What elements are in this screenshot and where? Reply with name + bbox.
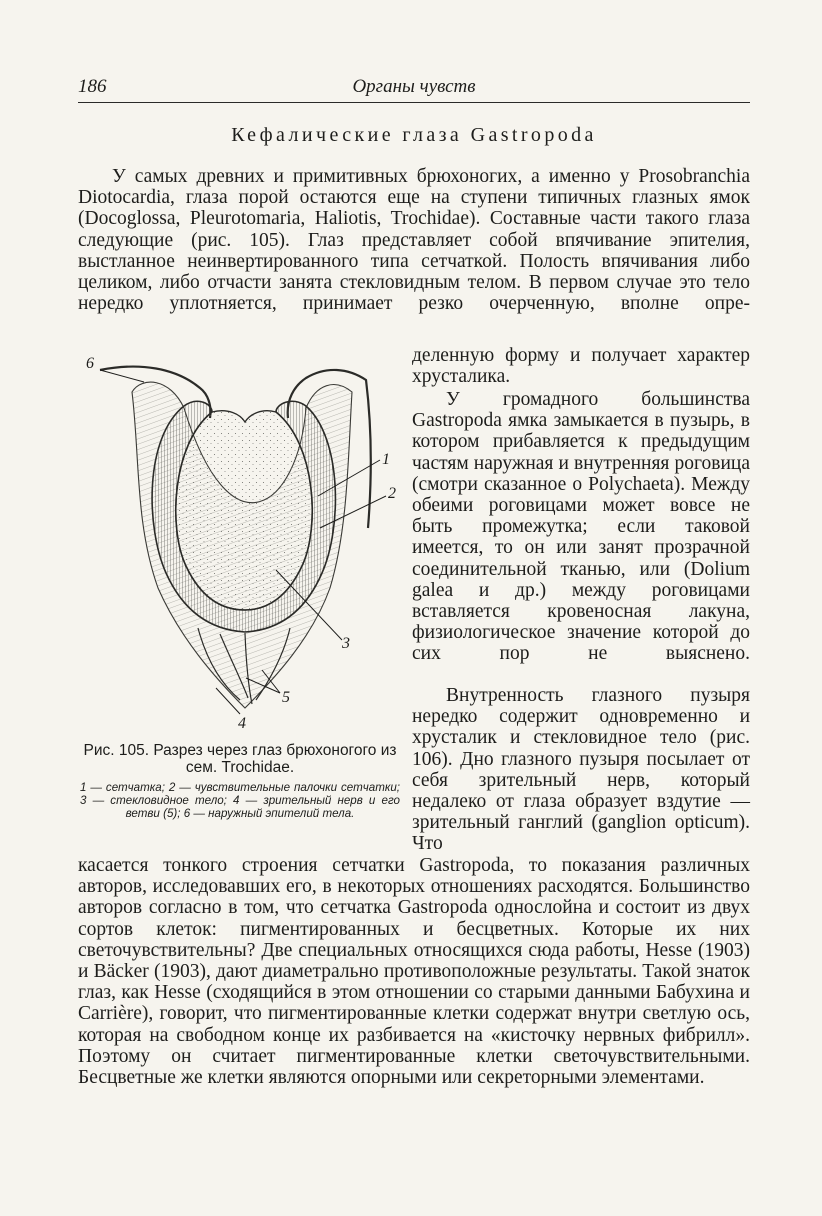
figure-label-6: 6: [86, 355, 94, 372]
paragraph-2: У громадного большинства Gastropoda ямка замыкается в пузырь, в котором прибавляется к предыдущим частям наружная и внутренняя роговица (смотри сказанное о Polychaeta). Между обеими роговицами может вовсе не быть промежутка; если таковой имеется, то он или занят прозрачной соединительной тканью, или (Dolium galea и др.) между роговицами вставляется кровеносная лакуна, физиологическое значение которой до сих пор не выяснено.: [412, 389, 750, 665]
figure-label-4: 4: [238, 715, 246, 732]
page-number: 186: [78, 76, 107, 97]
paragraph-1: У самых древних и примитивных брюхоногих, а именно у Prosobranchia Diotocardia, глаза порой остаются еще на ступени типичных глазных ямок (Docoglossa, Pleurotomaria, Haliotis, Trochidae). Составные части такого глаза следующие (рис. 105). Глаз представляет собой впячивание эпителия, выстланное неинвертированного типа сетчаткой. Полость впячивания либо целиком, либо отчасти занята стекловидным телом. В первом случае это тело нередко уплотняется, принимает резко очерченную, вполне опре-: [78, 166, 750, 315]
figure-label-2: 2: [388, 485, 396, 502]
figure-caption-legend: 1 — сетчатка; 2 — чувствительные палочки сетчатки; 3 — стекловидное тело; 4 — зрительный нерв и его ветви (5); 6 — наружный эпителий тела.: [80, 781, 400, 820]
section-title: Кефалические глаза Gastropoda: [231, 124, 597, 146]
paragraph-3: Внутренность глазного пузыря нередко содержит одновременно и хрусталик и стекловидное тело (рис. 106). Дно глазного пузыря посылает от себя зрительный нерв, который недалеко от глаза образует вздутие — зрительный ганглий (ganglion opticum). Что: [412, 685, 750, 855]
eye-section-drawing: [80, 348, 400, 738]
figure-eye-section: [80, 348, 400, 738]
figure-caption: [80, 742, 400, 820]
running-title: Органы чувств: [352, 76, 476, 97]
vitreous-body: [176, 411, 312, 610]
figure-caption-title: Рис. 105. Разрез через глаз брюхоногого из сем. Trochidae.: [83, 742, 397, 776]
paragraph-1-continued: деленную форму и получает характер хрусталика.: [412, 345, 750, 388]
paragraph-3-continued: касается тонкого строения сетчатки Gastropoda, то показания различных авторов, исследовавших его, в некоторых отношениях расходятся. Большинство авторов согласно в том, что сетчатка Gastropoda однослойна и состоит из двух сортов клеток: пигментированных и бесцветных. Которые их них светочувствительны? Две специальных относящихся сюда работы, Hesse (1903) и Bäcker (1903), дают диаметрально противоположные результаты. Такой знаток глаз, как Hesse (сходящийся в этом отношении со старыми данными Бабухина и Carrière), говорит, что пигментированные клетки содержат внутри светлую ось, которая на свободном конце их разбивается на «кисточку нервных фибрилл». Поэтому он считает пигментированные клетки светочувствительными. Бесцветные же клетки являются опорными или секреторными элементами.: [78, 855, 750, 1089]
running-head: [78, 72, 750, 103]
figure-label-3: 3: [342, 635, 350, 652]
figure-label-1: 1: [382, 451, 390, 468]
figure-label-5: 5: [282, 689, 290, 706]
